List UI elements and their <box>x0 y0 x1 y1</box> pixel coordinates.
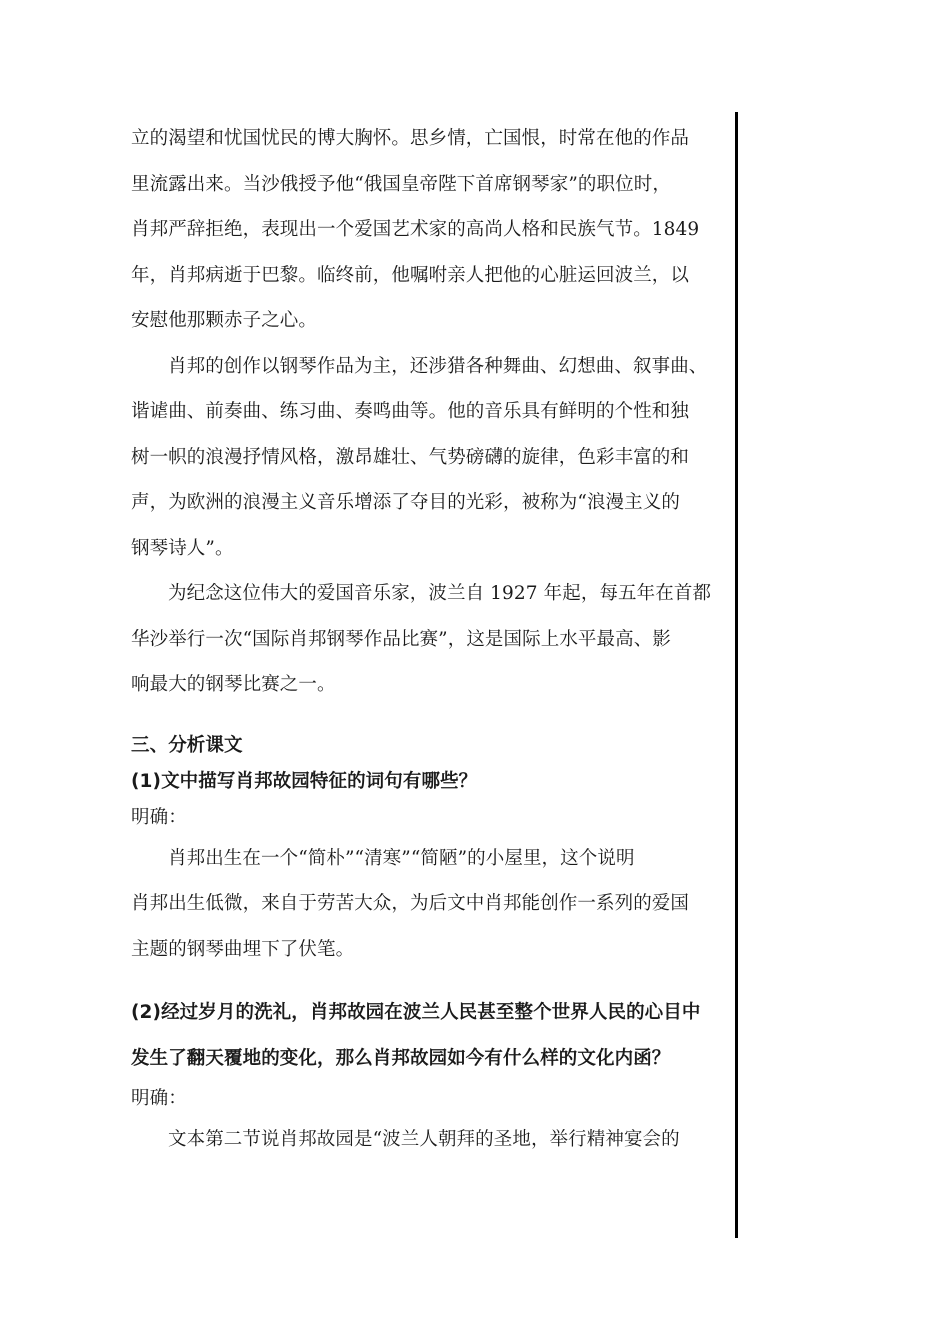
paragraph-line: 里流露出来。当沙俄授予他“俄国皇帝陛下首席钢琴家”的职位时， <box>131 173 671 195</box>
answer-line: 肖邦出生低微，来自于劳苦大众，为后文中肖邦能创作一系列的爱国 <box>131 893 690 914</box>
paragraph-line: 谐谑曲、前奏曲、练习曲、奏鸣曲等。他的音乐具有鲜明的个性和独 <box>131 401 690 422</box>
spacer <box>131 708 736 728</box>
paragraph-line: 树一帜的浪漫抒情风格，激昂雄壮、气势磅礴的旋律，色彩丰富的和 <box>131 446 690 468</box>
answer-line: 肖邦出生在一个“简朴”“清寒”“简陋”的小屋里，这个说明 <box>168 847 635 869</box>
answer-line: 主题的钢琴曲埋下了伏笔。 <box>131 938 355 960</box>
question-2: 发生了翻天覆地的变化，那么肖邦故园如今有什么样的文化内函？ <box>131 1047 671 1069</box>
paragraph-line: 钢琴诗人”。 <box>131 537 234 559</box>
paragraph-line: 声，为欧洲的浪漫主义音乐增添了夺目的光彩，被称为“浪漫主义的 <box>131 492 680 513</box>
paragraph-line: 年，肖邦病逝于巴黎。临终前，他嘱咐亲人把他的心脏运回波兰，以 <box>131 264 690 286</box>
paragraph-line: 响最大的钢琴比赛之一。 <box>131 674 336 695</box>
document-body <box>131 116 736 1163</box>
answer-label: 明确： <box>131 806 187 828</box>
paragraph-line: 立的渴望和忧国忧民的博大胸怀。思乡情，亡国恨，时常在他的作品 <box>131 128 690 149</box>
answer-line: 文本第二节说肖邦故园是“波兰人朝拜的圣地，举行精神宴会的 <box>168 1129 680 1150</box>
answer-label: 明确： <box>131 1088 187 1109</box>
paragraph-line: 华沙举行一次“国际肖邦钢琴作品比赛”，这是国际上水平最高、影 <box>131 628 671 650</box>
paragraph-line: 肖邦严辞拒绝，表现出一个爱国艺术家的高尚人格和民族气节。1849 <box>131 219 700 240</box>
spacer <box>131 972 736 990</box>
question-2: (2)经过岁月的洗礼，肖邦故园在波兰人民甚至整个世界人民的心目中 <box>131 1002 701 1023</box>
paragraph-line: 安慰他那颗赤子之心。 <box>131 310 318 331</box>
section-heading: 三、分析课文 <box>131 734 243 756</box>
paragraph-line: 肖邦的创作以钢琴作品为主，还涉猎各种舞曲、幻想曲、叙事曲、 <box>168 355 708 377</box>
paragraph-line: 为纪念这位伟大的爱国音乐家，波兰自 1927 年起，每五年在首都 <box>168 583 712 604</box>
question-1: (1)文中描写肖邦故园特征的词句有哪些？ <box>131 770 478 792</box>
